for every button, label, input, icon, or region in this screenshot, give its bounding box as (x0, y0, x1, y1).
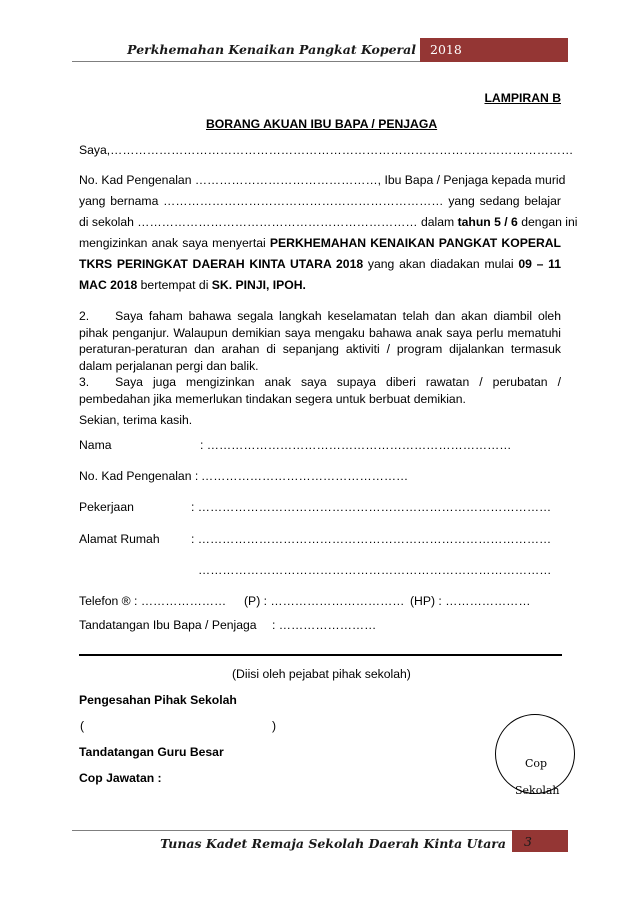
endorsement-heading: Pengesahan Pihak Sekolah (79, 693, 237, 707)
header-title: Perkhemahan Kenaikan Pangkat Koperal (127, 42, 416, 57)
telefon-r-field[interactable]: Telefon ® : ………………… (79, 594, 227, 608)
stamp-text-cop: Cop (525, 757, 548, 770)
telefon-p-field[interactable]: (P) : …………………………… (244, 594, 405, 608)
stamp-text-sekolah: Sekolah (515, 784, 560, 797)
footer-title: Tunas Kadet Remaja Sekolah Daerah Kinta Utara (160, 836, 506, 851)
declaration-line-5: TKRS PERINGKAT DAERAH KINTA UTARA 2018 yang akan diadakan mulai 09 – 11 (79, 257, 562, 271)
section-divider (79, 654, 562, 656)
name-bracket-close: ) (272, 719, 277, 733)
header-rule (72, 61, 420, 62)
saya-line: Saya,…………………………………………………………………………………………………… (79, 143, 574, 157)
declaration-line-3: di sekolah …………………………………………………………… dalam tahun 5 / 6 dengan ini (79, 215, 578, 229)
school-stamp-circle (495, 714, 575, 794)
page-header (72, 38, 568, 62)
pekerjaan-field[interactable]: : …………………………………………………………………………… (191, 500, 552, 514)
footer-rule (72, 830, 568, 831)
telefon-hp-field[interactable]: (HP) : ………………… (410, 594, 531, 608)
alamat-label: Alamat Rumah (79, 532, 160, 546)
header-year: 2018 (420, 38, 568, 62)
pekerjaan-label: Pekerjaan (79, 500, 134, 514)
ic-field[interactable]: …………………………………………… (201, 469, 409, 483)
form-title: BORANG AKUAN IBU BAPA / PENJAGA (206, 117, 438, 131)
declaration-line-4: mengizinkan anak saya menyertai PERKHEMAHAN KENAIKAN PANGKAT KOPERAL (79, 236, 562, 250)
alamat-field-2[interactable]: …………………………………………………………………………… (198, 563, 552, 577)
paragraph-2: 2. Saya faham bahawa segala langkah keselamatan telah dan akan diambil oleh pihak penganjur. Walaupun demikian saya mengaku bahawa anak saya perlu mematuhi peraturan-peraturan dan arahan di sepanjang aktiviti / program dijalankan termasuk dalam perjalanan pergi dan balik. (79, 309, 561, 373)
declaration-line-6: MAC 2018 bertempat di SK. PINJI, IPOH. (79, 278, 306, 292)
annex-label: LAMPIRAN B (484, 91, 561, 105)
declaration-line-2: yang bernama …………………………………………………………… yang sedang belajar (79, 194, 561, 208)
alamat-field-1[interactable]: : …………………………………………………………………………… (191, 532, 552, 546)
nama-field[interactable]: : ………………………………………………………………… (200, 438, 512, 452)
closing-text: Sekian, terima kasih. (79, 413, 193, 427)
nama-label: Nama (79, 438, 112, 452)
signature-field[interactable]: : …………………… (272, 618, 377, 632)
page-number: 3 (512, 830, 568, 852)
name-bracket-open: ( (80, 719, 85, 733)
page-footer (72, 830, 568, 852)
school-note: (Diisi oleh pejabat pihak sekolah) (232, 667, 411, 681)
headmaster-signature-label: Tandatangan Guru Besar (79, 745, 224, 759)
signature-label: Tandatangan Ibu Bapa / Penjaga (79, 618, 257, 632)
ic-label: No. Kad Pengenalan : (79, 469, 199, 483)
declaration-line-1: No. Kad Pengenalan ………………………………………, Ibu Bapa / Penjaga kepada murid (79, 173, 566, 187)
paragraph-3: 3. Saya juga mengizinkan anak saya supaya diberi rawatan / perubatan / pembedahan jika memerlukan tindakan segera untuk berbuat demikian. (79, 375, 561, 406)
cop-jawatan-label: Cop Jawatan : (79, 771, 162, 785)
